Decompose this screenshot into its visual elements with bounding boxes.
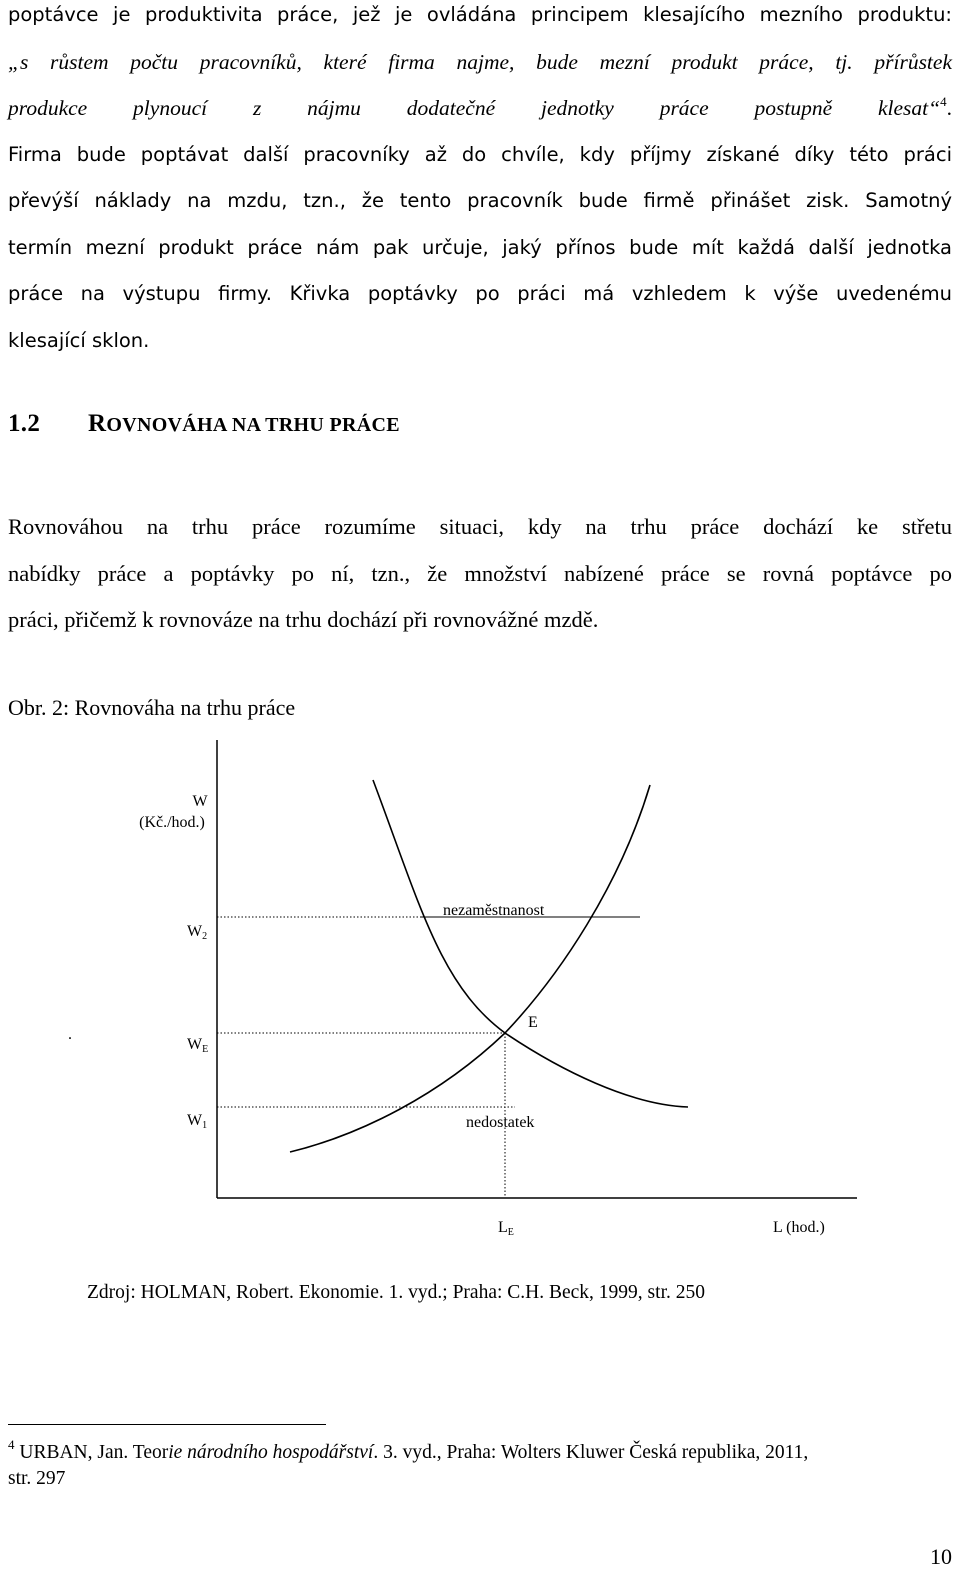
paragraph-equilibrium bbox=[8, 504, 952, 644]
figure-title: Obr. 2: Rovnováha na trhu práce bbox=[8, 695, 296, 720]
annotation-shortage: nedostatek bbox=[466, 1114, 535, 1131]
section-title-initial: R bbox=[88, 410, 107, 437]
x-axis-label: L (hod.) bbox=[773, 1219, 825, 1236]
annotation-unemployment: nezaměstnanost bbox=[443, 902, 545, 919]
page-number: 10 bbox=[930, 1544, 952, 1569]
footnote-reference: 4 bbox=[940, 94, 947, 109]
footnote-text-a: URBAN, Jan. Teor bbox=[19, 1442, 169, 1463]
tick-w2: W2 bbox=[187, 923, 208, 942]
paragraph-line: Rovnováhou na trhu práce rozumíme situaci, kdy na trhu práce dochází ke střetu bbox=[8, 514, 952, 539]
footnote-number: 4 bbox=[8, 1437, 15, 1452]
paragraph-line: převýší náklady na mzdu, tzn., že tento pracovník bude firmě přinášet zisk. Samotný bbox=[8, 189, 952, 212]
figure-source: Zdroj: HOLMAN, Robert. Ekonomie. 1. vyd.; Praha: C.H. Beck, 1999, str. 250 bbox=[87, 1282, 705, 1303]
section-number: 1.2 bbox=[8, 410, 41, 437]
demand-curve bbox=[373, 780, 688, 1107]
section-title-rest: OVNOVÁHA NA TRHU PRÁCE bbox=[106, 414, 400, 436]
tick-w1: W1 bbox=[187, 1112, 208, 1131]
supply-curve bbox=[290, 785, 650, 1152]
section-heading bbox=[8, 410, 400, 438]
labour-market-chart bbox=[0, 735, 960, 1255]
footnote-text-c: . 3. vyd., Praha: Wolters Kluwer Česká republika, 2011, bbox=[373, 1442, 809, 1463]
footnote-title-italic: ie národního hospodářství bbox=[168, 1442, 374, 1463]
paragraph-line: práci, přičemž k rovnováze na trhu dochází při rovnovážné mzdě. bbox=[8, 607, 599, 632]
y-axis-label: W bbox=[192, 793, 208, 810]
paragraph-line: poptávce je produktivita práce, jež je ovládána principem klesajícího mezního produktu: bbox=[8, 3, 952, 26]
paragraph-line: „s růstem počtu pracovníků, které firma najme, bude mezní produkt práce, tj. přírůstek bbox=[8, 49, 952, 74]
paragraph-line: klesající sklon. bbox=[8, 328, 150, 352]
stray-dot: . bbox=[68, 1026, 72, 1043]
paragraph-labour-demand bbox=[8, 0, 952, 364]
tick-le: LE bbox=[498, 1219, 514, 1238]
paragraph-line bbox=[8, 85, 952, 132]
quote-text: produkce plynoucí z nájmu dodatečné jednotky práce postupně klesat bbox=[8, 96, 929, 120]
footnote bbox=[8, 1437, 952, 1492]
paragraph-line: Firma bude poptávat další pracovníky až do chvíle, kdy příjmy získané díky této práci bbox=[8, 142, 952, 166]
y-axis-unit: (Kč./hod.) bbox=[139, 814, 205, 831]
paragraph-line: termín mezní produkt práce nám pak určuje, jaký přínos bude mít každá další jednotka bbox=[8, 235, 952, 259]
footnote-text-d: str. 297 bbox=[8, 1468, 66, 1489]
tick-we: WE bbox=[187, 1036, 209, 1055]
footnote-separator bbox=[8, 1424, 326, 1425]
annotation-equilibrium: E bbox=[528, 1014, 538, 1031]
paragraph-line: práce na výstupu firmy. Křivka poptávky po práci má vzhledem k výše uvedenému bbox=[8, 282, 952, 305]
paragraph-line: nabídky práce a poptávky po ní, tzn., že množství nabízené práce se rovná poptávce po bbox=[8, 560, 952, 586]
quote-close: “ bbox=[928, 96, 941, 120]
sentence-end: . bbox=[946, 96, 952, 120]
